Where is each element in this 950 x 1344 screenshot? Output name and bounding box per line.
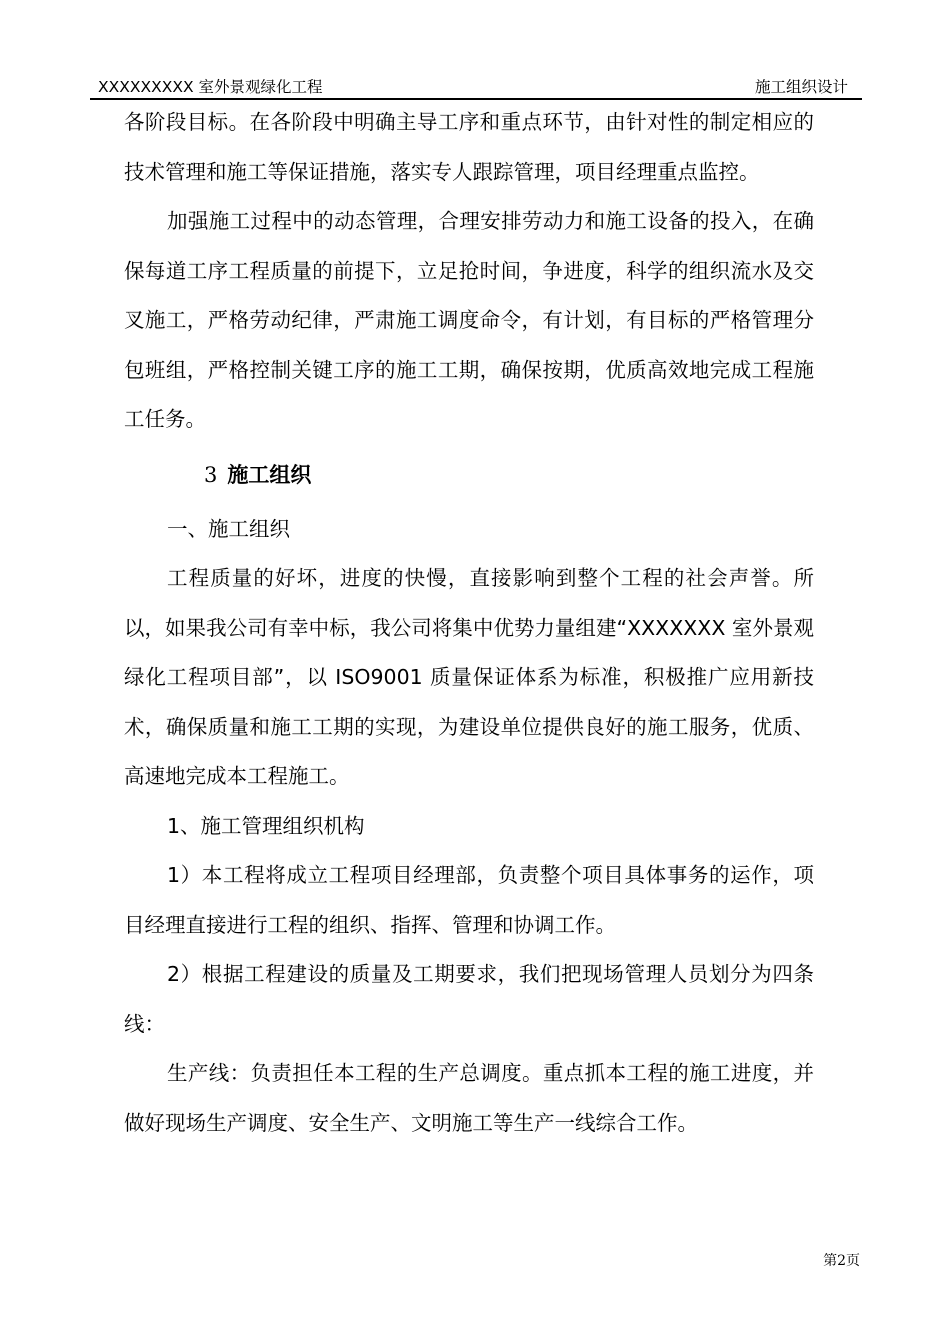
paragraph-production-line: 生产线：负责担任本工程的生产总调度。重点抓本工程的施工进度，并做好现场生产调度、安全生产、文明施工等生产一线综合工作。 [124,1061,814,1135]
section-title: 施工组织 [227,462,312,487]
subheading-construction-organization: 一、施工组织 [167,516,290,541]
section-number: 3 [204,462,218,487]
subheading-management-structure: 1、施工管理组织机构 [167,813,365,838]
paragraph-stage-goals: 各阶段目标。在各阶段中明确主导工序和重点环节，由针对性的制定相应的技术管理和施工等保证措施，落实专人跟踪管理，项目经理重点监控。 [124,110,814,184]
paragraph-item-2: 2）根据工程建设的质量及工期要求，我们把现场管理人员划分为四条线： [124,962,814,1036]
paragraph-item-1: 1）本工程将成立工程项目经理部，负责整个项目具体事务的运作，项目经理直接进行工程的组织、指挥、管理和协调工作。 [124,863,814,937]
section-heading [124,445,814,505]
paragraph-project-department: 工程质量的好坏，进度的快慢，直接影响到整个工程的社会声誉。所以，如果我公司有幸中标，我公司将集中优势力量组建“XXXXXXX 室外景观绿化工程项目部”，以 ISO9001 质量保证体系为标准，积极推广应用新技术，确保质量和施工工期的实现，为建设单位提供良好的施工服务，优质、高速地完成本工程施工。 [124,566,814,788]
page-header [90,70,862,100]
header-doc-type: 施工组织设计 [754,78,848,96]
document-body [124,98,814,1148]
page-number: 第2页 [823,1253,860,1269]
header-project-title: XXXXXXXXX 室外景观绿化工程 [98,78,323,96]
paragraph-dynamic-management: 加强施工过程中的动态管理，合理安排劳动力和施工设备的投入，在确保每道工序工程质量的前提下，立足抢时间，争进度，科学的组织流水及交叉施工，严格劳动纪律，严肃施工调度命令，有计划，有目标的严格管理分包班组，严格控制关键工序的施工工期，确保按期，优质高效地完成工程施工任务。 [124,209,814,431]
